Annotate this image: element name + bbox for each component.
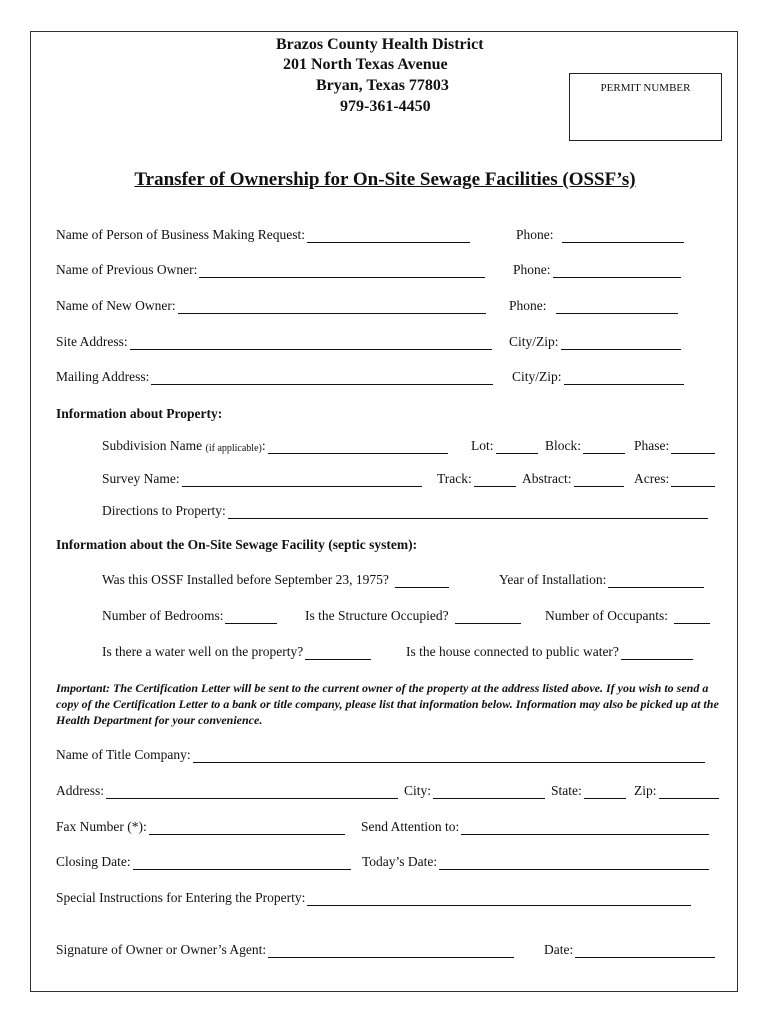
site-address-label: Site Address: (56, 334, 128, 349)
occupants-label: Number of Occupants: (545, 608, 668, 623)
signature-label: Signature of Owner or Owner’s Agent: (56, 942, 267, 957)
title-company-label: Name of Title Company: (56, 747, 191, 762)
signature-field[interactable] (268, 943, 514, 958)
special-instructions-row (56, 890, 722, 910)
city-address: Bryan, Texas 77803 (316, 77, 449, 94)
mailing-address-row (56, 369, 722, 389)
block-field[interactable] (583, 439, 625, 454)
signature-row (56, 942, 722, 962)
previous-owner-phone-field[interactable] (553, 263, 681, 278)
lot-field[interactable] (496, 439, 538, 454)
survey-row (102, 471, 722, 491)
company-state-label: State: (551, 783, 582, 798)
occupied-label: Is the Structure Occupied? (305, 608, 449, 623)
track-field[interactable] (474, 472, 516, 487)
fax-label: Fax Number (*): (56, 819, 147, 834)
subdivision-label: Subdivision Name (102, 438, 203, 453)
directions-row (102, 503, 722, 523)
installed-row (102, 572, 722, 592)
special-instructions-field[interactable] (307, 891, 691, 906)
closing-date-field[interactable] (133, 855, 351, 870)
year-label: Year of Installation: (499, 572, 607, 587)
signature-date-label: Date: (544, 942, 574, 957)
lot-label: Lot: (471, 438, 494, 453)
subdivision-row: Subdivision Name (if applicable) : Lot: Block: Phase: (102, 438, 722, 458)
mailing-address-field[interactable] (151, 370, 493, 385)
company-city-label: City: (404, 783, 432, 798)
well-field[interactable] (305, 645, 371, 660)
track-label: Track: (437, 471, 472, 486)
property-heading: Information about Property: (56, 406, 223, 421)
bedrooms-field[interactable] (225, 609, 277, 624)
org-name: Brazos County Health District (276, 36, 484, 53)
special-instructions-label: Special Instructions for Entering the Property: (56, 890, 306, 905)
survey-field[interactable] (182, 472, 422, 487)
phone-number: 979-361-4450 (340, 98, 431, 115)
subdivision-note: (if applicable) (205, 443, 262, 454)
year-field[interactable] (608, 573, 704, 588)
todays-date-field[interactable] (439, 855, 709, 870)
site-address-row (56, 334, 722, 354)
company-zip-field[interactable] (659, 784, 719, 799)
acres-field[interactable] (671, 472, 715, 487)
installed-before-label: Was this OSSF Installed before September 23, 1975? (102, 572, 389, 587)
survey-label: Survey Name: (102, 471, 180, 486)
installed-before-field[interactable] (395, 573, 449, 588)
requester-phone-field[interactable] (562, 228, 684, 243)
street-address: 201 North Texas Avenue (283, 56, 448, 73)
page-title: Transfer of Ownership for On-Site Sewage Facilities (OSSF’s) (134, 169, 636, 190)
block-label: Block: (545, 438, 581, 453)
requester-row (56, 227, 722, 247)
mailing-city-zip-field[interactable] (564, 370, 684, 385)
site-address-field[interactable] (130, 335, 492, 350)
well-label: Is there a water well on the property? (102, 644, 304, 659)
subdivision-field[interactable] (268, 439, 448, 454)
bedrooms-label: Number of Bedrooms: (102, 608, 224, 623)
company-zip-label: Zip: (634, 783, 657, 798)
company-address-row (56, 783, 722, 803)
previous-owner-row (56, 262, 722, 282)
previous-owner-phone-label: Phone: (513, 262, 551, 277)
bedrooms-row (102, 608, 722, 628)
company-city-field[interactable] (433, 784, 545, 799)
attention-field[interactable] (461, 820, 709, 835)
company-address-label: Address: (56, 783, 104, 798)
abstract-field[interactable] (574, 472, 624, 487)
phase-label: Phase: (634, 438, 670, 453)
company-state-field[interactable] (584, 784, 626, 799)
title-company-field[interactable] (193, 748, 705, 763)
acres-label: Acres: (634, 471, 670, 486)
company-address-field[interactable] (106, 784, 398, 799)
new-owner-field[interactable] (178, 299, 486, 314)
requester-field[interactable] (307, 228, 470, 243)
site-city-zip-label: City/Zip: (509, 334, 559, 349)
occupied-field[interactable] (455, 609, 521, 624)
previous-owner-field[interactable] (199, 263, 485, 278)
new-owner-label: Name of New Owner: (56, 298, 176, 313)
public-water-label: Is the house connected to public water? (406, 644, 619, 659)
public-water-field[interactable] (621, 645, 693, 660)
fax-field[interactable] (149, 820, 345, 835)
mailing-city-zip-label: City/Zip: (512, 369, 562, 384)
water-row (102, 644, 722, 664)
closing-date-label: Closing Date: (56, 854, 131, 869)
directions-field[interactable] (228, 504, 708, 519)
new-owner-phone-label: Phone: (509, 298, 547, 313)
attention-label: Send Attention to: (361, 819, 460, 834)
important-notice: Important: The Certification Letter will be sent to the current owner of the property at the address listed above. If you wish to send a copy of the Certification Letter to a bank or title company, please list that information below. Information may also be picked up at the Health Department for your convenience. (56, 681, 719, 727)
permit-number-box[interactable] (569, 73, 722, 141)
permit-number-label: PERMIT NUMBER (600, 82, 691, 94)
todays-date-label: Today’s Date: (362, 854, 438, 869)
new-owner-phone-field[interactable] (556, 299, 678, 314)
new-owner-row (56, 298, 722, 318)
mailing-address-label: Mailing Address: (56, 369, 150, 384)
phase-field[interactable] (671, 439, 715, 454)
dates-row (56, 854, 722, 874)
site-city-zip-field[interactable] (561, 335, 681, 350)
fax-row (56, 819, 722, 839)
signature-date-field[interactable] (575, 943, 715, 958)
ossf-heading: Information about the On-Site Sewage Facility (septic system): (56, 537, 418, 552)
requester-label: Name of Person of Business Making Request: (56, 227, 305, 242)
occupants-field[interactable] (674, 609, 710, 624)
directions-label: Directions to Property: (102, 503, 226, 518)
requester-phone-label: Phone: (516, 227, 554, 242)
abstract-label: Abstract: (522, 471, 572, 486)
previous-owner-label: Name of Previous Owner: (56, 262, 198, 277)
title-company-row (56, 747, 722, 767)
